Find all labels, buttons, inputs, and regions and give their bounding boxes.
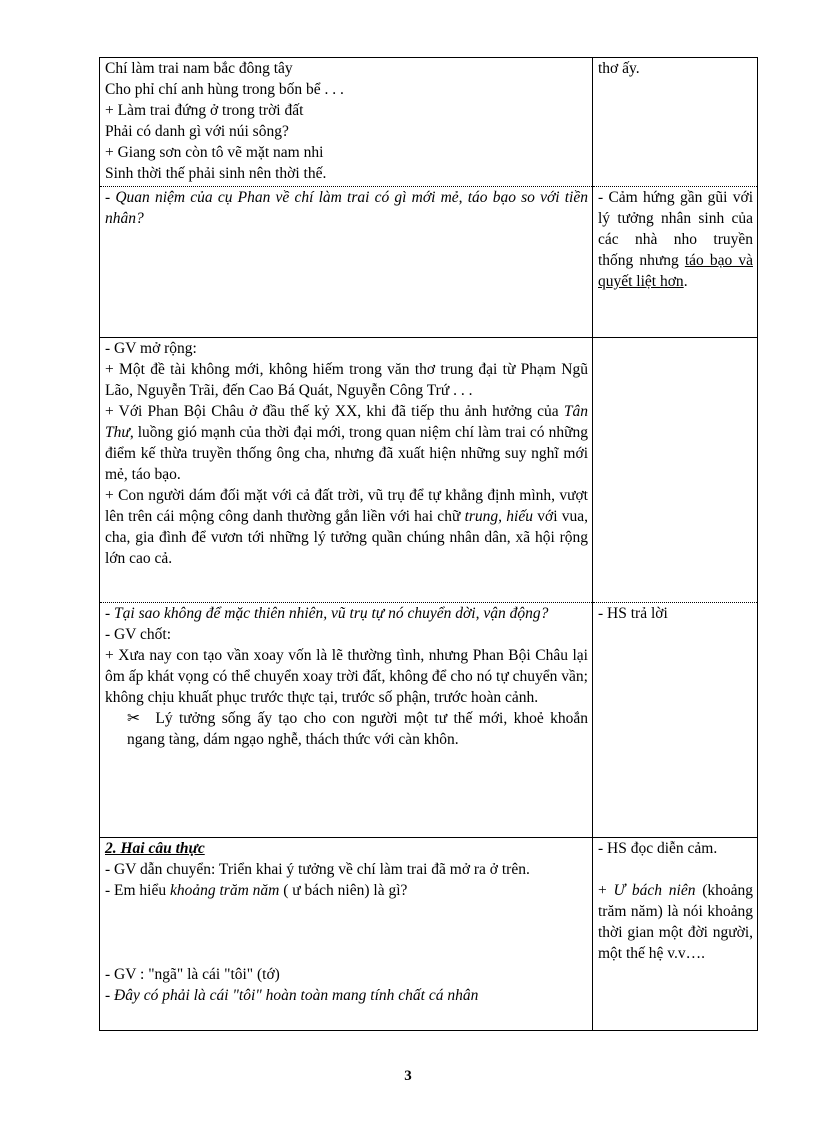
answer-text: - HS đọc diễn cảm.	[598, 840, 718, 857]
spacer	[105, 901, 588, 964]
note-emphasis: trung, hiếu	[464, 508, 533, 525]
section-heading: 2. Hai câu thực	[105, 840, 205, 857]
note-text: , luồng gió mạnh của thời đại mới, trong quan niệm chí làm trai có những điểm kế thừa truyền thống ông cha, nhưng đã xuất hiện những suy nghĩ mới mẻ, táo bạo.	[105, 424, 588, 483]
table-row	[100, 603, 758, 838]
note-text: ( ư bách niên) là gì?	[279, 882, 408, 899]
answer-cell	[593, 838, 758, 1031]
note-paragraph	[105, 880, 588, 901]
note-paragraph: - GV : "ngã" là cái "tôi" (tớ)	[105, 966, 280, 983]
spacer	[598, 859, 753, 880]
note-heading: - GV mở rộng:	[105, 340, 197, 357]
table-row	[100, 338, 758, 603]
answer-cell	[593, 603, 758, 838]
note-paragraph	[105, 708, 588, 750]
poem-line: Sinh thời thế phải sinh nên thời thế.	[105, 165, 327, 182]
answer-text: thơ ấy.	[598, 60, 640, 77]
question-text: - Đây có phải là cái "tôi" hoàn toàn mang tính chất cá nhân	[105, 987, 479, 1004]
table-row	[100, 838, 758, 1031]
answer-cell	[593, 187, 758, 338]
answer-text: .	[683, 273, 688, 290]
note-text: + Con người dám đối mặt với cả đất trời, vũ trụ để tự khẳng định mình, vượt lên trên cái mộng công danh thường gắn liền với hai chữ	[105, 487, 588, 525]
note-paragraph: - GV dẫn chuyển: Triển khai ý tưởng về chí làm trai đã mở ra ở trên.	[105, 861, 530, 878]
note-text: - Em hiểu	[105, 882, 170, 899]
poem-line: Phải có danh gì với núi sông?	[105, 123, 289, 140]
note-text: với vua, cha, gia đình để vươn tới những lý tưởng quần chúng nhân dân, xã hội rộng lớn cao cả.	[105, 508, 588, 567]
answer-emphasis: táo bạo và quyết liệt hơn	[598, 252, 753, 290]
scissors-icon: ✂	[127, 710, 140, 727]
table-row	[100, 58, 758, 187]
note-paragraph	[105, 401, 588, 485]
teacher-notes-cell	[100, 603, 593, 838]
poem-line: + Làm trai đứng ở trong trời đất	[105, 102, 304, 119]
answer-emphasis: Ư bách niên	[613, 882, 696, 899]
table-row	[100, 187, 758, 338]
question-text: - Quan niệm của cụ Phan về chí làm trai có gì mới mẻ, táo bạo so với tiền nhân?	[105, 189, 588, 227]
answer-text: - Cảm hứng gần gũi với lý tưởng nhân sinh của các nhà nho truyền thống nhưng	[598, 189, 753, 269]
page-number: 3	[404, 1068, 412, 1084]
note-emphasis: Tân Thư	[105, 403, 588, 441]
lesson-table	[99, 57, 758, 1031]
question-text: - Tại sao không để mặc thiên nhiên, vũ trụ tự nó chuyển dời, vận động?	[105, 605, 549, 622]
poem-line: Cho phỉ chí anh hùng trong bốn bể . . .	[105, 81, 344, 98]
answer-cell	[593, 338, 758, 603]
teacher-notes-cell	[100, 338, 593, 603]
note-paragraph: + Một đề tài không mới, không hiếm trong văn thơ trung đại từ Phạm Ngũ Lão, Nguyễn Trãi, đến Cao Bá Quát, Nguyễn Công Trứ . . .	[105, 361, 588, 399]
answer-text: +	[598, 882, 614, 899]
question-cell	[100, 187, 593, 338]
poem-cell	[100, 58, 593, 187]
note-paragraph	[105, 485, 588, 569]
note-text: Lý tưởng sống ấy tạo cho con người một tư thế mới, khoẻ khoắn ngang tàng, dám ngạo nghễ, thách thức với càn khôn.	[127, 710, 588, 748]
answer-cell	[593, 58, 758, 187]
note-text: + Với Phan Bội Châu ở đầu thế kỷ XX, khi đã tiếp thu ảnh hưởng của	[105, 403, 564, 420]
answer-text	[598, 880, 753, 964]
note-emphasis: khoảng trăm năm	[170, 882, 280, 899]
note-paragraph: + Xưa nay con tạo vần xoay vốn là lẽ thường tình, nhưng Phan Bội Châu lại ôm ấp khát vọng có thể chuyển xoay trời đất, không để cho nó tự chuyển vần; không chịu khuất phục trước thực tại, trước số phận, trước hoàn cảnh.	[105, 647, 588, 706]
teacher-notes-cell	[100, 838, 593, 1031]
answer-text: - HS trả lời	[598, 605, 668, 622]
poem-line: + Giang sơn còn tô vẽ mặt nam nhi	[105, 144, 324, 161]
poem-line: Chí làm trai nam bắc đông tây	[105, 60, 293, 77]
note-heading: - GV chốt:	[105, 626, 172, 643]
answer-text: (khoảng trăm năm) là nói khoảng thời gian một đời người, một thế hệ v.v….	[598, 882, 753, 962]
